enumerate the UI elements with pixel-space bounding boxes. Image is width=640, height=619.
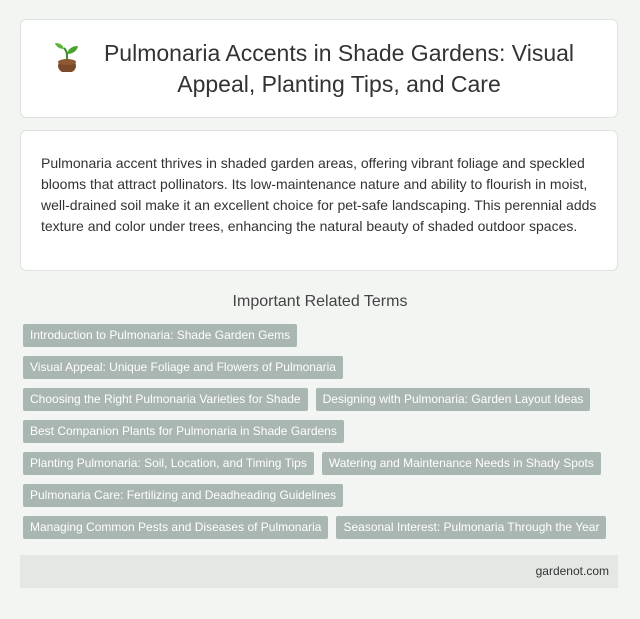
- tag-watering[interactable]: Watering and Maintenance Needs in Shady Spots: [322, 452, 601, 475]
- tag-pests[interactable]: Managing Common Pests and Diseases of Pulmonaria: [23, 516, 328, 539]
- footer: [20, 555, 618, 588]
- related-terms-heading: Important Related Terms: [232, 293, 408, 310]
- description-card: [20, 130, 618, 271]
- tag-row: [23, 420, 613, 443]
- tag-row: [23, 516, 613, 539]
- seedling-icon: [54, 42, 80, 72]
- title-wrap: [54, 38, 584, 100]
- tag-visual-appeal[interactable]: Visual Appeal: Unique Foliage and Flowers of Pulmonaria: [23, 356, 343, 379]
- description-text: Pulmonaria accent thrives in shaded garden areas, offering vibrant foliage and speckled blooms that attract pollinators. Its low-maintenance nature and ability to flourish in moist, well-drained soil make it an excellent choice for pet-safe landscaping. This perennial adds texture and color under trees, enhancing the natural beauty of shaded outdoor spaces.: [41, 155, 597, 234]
- tag-intro[interactable]: Introduction to Pulmonaria: Shade Garden Gems: [23, 324, 297, 347]
- page-title: Pulmonaria Accents in Shade Gardens: Visual Appeal, Planting Tips, and Care: [103, 39, 575, 97]
- tag-choosing-varieties[interactable]: Choosing the Right Pulmonaria Varieties for Shade: [23, 388, 308, 411]
- tag-care[interactable]: Pulmonaria Care: Fertilizing and Deadheading Guidelines: [23, 484, 343, 507]
- tag-planting[interactable]: Planting Pulmonaria: Soil, Location, and Timing Tips: [23, 452, 314, 475]
- tag-companion-plants[interactable]: Best Companion Plants for Pulmonaria in Shade Gardens: [23, 420, 344, 443]
- tag-row: [23, 452, 613, 475]
- tag-seasonal[interactable]: Seasonal Interest: Pulmonaria Through the Year: [336, 516, 606, 539]
- title-card: [20, 19, 618, 118]
- tag-designing[interactable]: Designing with Pulmonaria: Garden Layout Ideas: [316, 388, 591, 411]
- tag-row: [23, 484, 613, 507]
- related-terms-list: [23, 324, 613, 548]
- tag-row: [23, 388, 613, 411]
- tag-row: [23, 356, 613, 379]
- footer-site-link[interactable]: gardenot.com: [535, 564, 609, 578]
- tag-row: [23, 324, 613, 347]
